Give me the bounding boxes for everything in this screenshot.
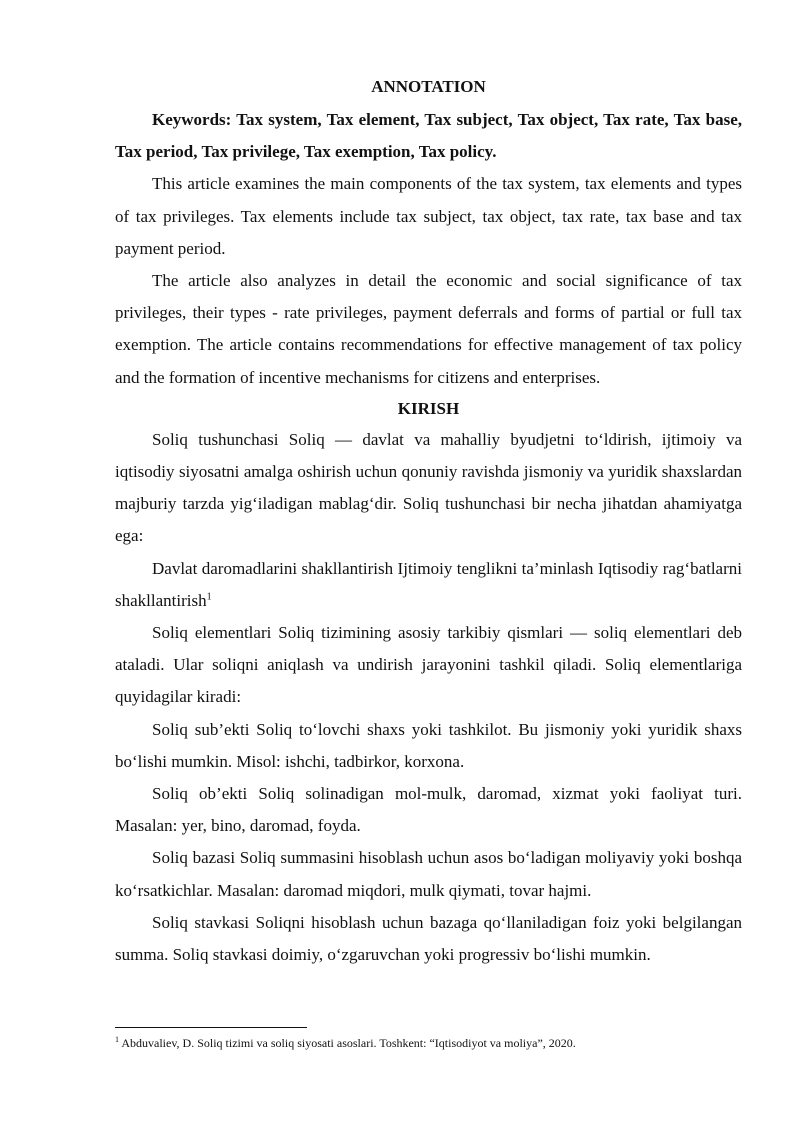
kirish-heading: KIRISH — [397, 398, 460, 418]
kirish-paragraph-1: Soliq tushunchasi Soliq — davlat va mahalliy byudjetni to‘ldirish, ijtimoiy va iqtisodiy siyosatni amalga oshirish uchun qonuniy ravishda jismoniy va yuridik shaxslardan majburiy tarzda yig‘iladigan mablag‘dir. Soliq tushunchasi bir necha jihatdan ahamiyatga ega: — [115, 429, 742, 546]
kirish-paragraph-6: Soliq bazasi Soliq summasini hisoblash uchun asos bo‘ladigan moliyaviy yoki boshqa ko‘rsatkichlar. Masalan: daromad miqdori, mulk qiymati, tovar hajmi. — [115, 848, 742, 900]
annotation-paragraph-1: This article examines the main components of the tax system, tax elements and types of tax privileges. Tax elements include tax subject, tax object, tax rate, tax base and tax payment period. — [115, 174, 742, 258]
document-page — [115, 74, 742, 971]
kirish-paragraph-5: Soliq ob’ekti Soliq solinadigan mol-mulk, daromad, xizmat yoki faoliyat turi. Masalan: yer, bino, daromad, foyda. — [115, 784, 742, 836]
kirish-paragraph-2 — [115, 553, 742, 617]
footnote-separator — [115, 1027, 307, 1028]
footnote-reference[interactable]: 1 — [206, 591, 212, 603]
kirish-paragraph-7: Soliq stavkasi Soliqni hisoblash uchun bazaga qo‘llaniladigan foiz yoki belgilangan summa. Soliq stavkasi doimiy, o‘zgaruvchan yoki progressiv bo‘lishi mumkin. — [115, 912, 742, 965]
annotation-heading: ANNOTATION — [371, 77, 486, 96]
kirish-paragraph-4: Soliq sub’ekti Soliq to‘lovchi shaxs yoki tashkilot. Bu jismoniy yoki yuridik shaxs bo‘lishi mumkin. Misol: ishchi, tadbirkor, korxona. — [115, 719, 742, 771]
footnote-text: Abduvaliev, D. Soliq tizimi va soliq siyosati asoslari. Toshkent: “Iqtisodiyot va moliya”, 2020. — [119, 1036, 576, 1050]
footnote — [115, 1035, 742, 1051]
annotation-paragraph-2: The article also analyzes in detail the economic and social significance of tax privileges, their types - rate privileges, payment deferrals and forms of partial or full tax exemption. The article contains recommendations for effective management of tax policy and the formation of incentive mechanisms for citizens and enterprises. — [115, 271, 742, 387]
kirish-paragraph-2-text: Davlat daromadlarini shakllantirish Ijtimoiy tenglikni ta’minlash Iqtisodiy rag‘batlarni shakllantirish — [115, 558, 742, 610]
keywords-paragraph: Keywords: Tax system, Tax element, Tax subject, Tax object, Tax rate, Tax base, Tax period, Tax privilege, Tax exemption, Tax policy. — [115, 110, 742, 162]
kirish-paragraph-3: Soliq elementlari Soliq tizimining asosiy tarkibiy qismlari — soliq elementlari deb ataladi. Ular soliqni aniqlash va undirish jarayonini tashkil qiladi. Soliq elementlariga quyidagilar kiradi: — [115, 623, 742, 707]
footnote-number: 1 — [115, 1035, 119, 1044]
